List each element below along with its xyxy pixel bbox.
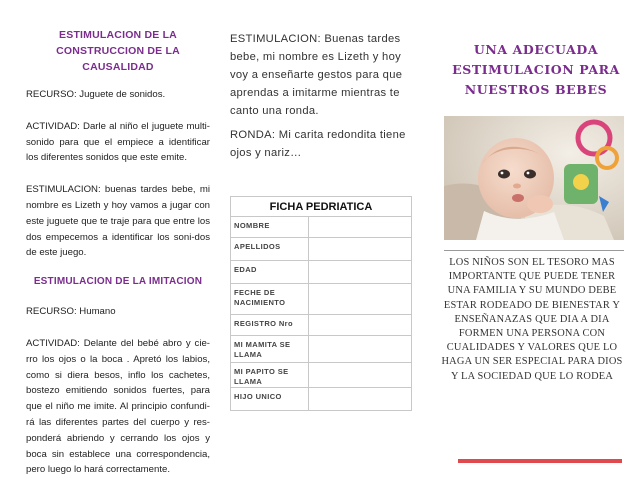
ficha-label: REGISTRO Nro: [231, 315, 309, 335]
ficha-value-field[interactable]: [309, 336, 411, 362]
ficha-label: MI MAMITA SE LLAMA: [231, 336, 309, 362]
ficha-value-field[interactable]: [309, 315, 411, 335]
ficha-pediatrica-table: [230, 196, 412, 411]
accent-red-bar: [458, 459, 622, 463]
baby-photo: [444, 116, 624, 240]
ficha-label: FECHE DE NACIMIENTO: [231, 284, 309, 314]
cover-body-line: CUALIDADES Y VALORES QUE LO: [446, 342, 618, 354]
ficha-value-field[interactable]: [309, 261, 411, 283]
cover-title: [448, 40, 624, 100]
ficha-value-field[interactable]: [309, 217, 411, 237]
ficha-row: [231, 388, 411, 410]
ficha-row: [231, 284, 411, 315]
estimulacion-intro: ESTIMULACION: Buenas tardes bebe, mi nombre es Lizeth y hoy voy a enseñarte gestos para que aprendas a imitarme mientras te canto una ronda.: [230, 33, 403, 117]
ficha-label: NOMBRE: [231, 217, 309, 237]
cover-title-line: NUESTROS BEBES: [464, 82, 608, 97]
cover-body-line: UNA FAMILIA Y SU MUNDO DEBE: [447, 285, 617, 297]
ficha-value-field[interactable]: [309, 363, 411, 387]
cover-body-line: LOS NIÑOS SON EL TESORO MAS: [449, 257, 615, 268]
cover-body-text: [438, 256, 626, 384]
actividad-2: ACTIVIDAD: Delante del bebé abro y cie-rro los ojos o la boca . Apretó los labios, como si diera besos, inflo los cachetes, bostezo emitiendo sonidos fuertes, para que el niño me imite. Al principio confundi-rá las diferentes partes del cuerpo y res-ponderá abriendo y cerrando los ojos y boca sin establece una correspondencia, pero luego lo hará correctamente.: [26, 337, 210, 476]
recurso-1: RECURSO: Juguete de sonidos.: [26, 89, 166, 100]
cover-body-line: FORMEN UNA PERSONA CON: [458, 328, 606, 340]
ficha-row: [231, 363, 411, 388]
heading-imitacion: ESTIMULACION DE LA IMITACION: [33, 276, 203, 288]
cover-body-line: IMPORTANTE QUE PUEDE TENER: [448, 271, 616, 283]
divider-line: [444, 250, 624, 251]
ronda-text: RONDA: Mi carita redondita tiene ojos y nariz…: [230, 129, 406, 159]
ficha-row: [231, 261, 411, 284]
ficha-value-field[interactable]: [309, 238, 411, 260]
cover-title-line: ESTIMULACION PARA: [452, 62, 620, 77]
ficha-title: FICHA PEDRIATICA: [231, 197, 411, 217]
cover-body-line: ENSEÑANAZAS QUE DIA A DIA: [454, 313, 610, 325]
heading-line: CAUSALIDAD: [82, 61, 154, 73]
ficha-label: EDAD: [231, 261, 309, 283]
ficha-row: [231, 238, 411, 261]
baby-illustration: [444, 116, 624, 240]
ficha-row: [231, 217, 411, 238]
ficha-label: APELLIDOS: [231, 238, 309, 260]
estimulacion-1: ESTIMULACION: buenas tardes bebe, mi nombre es Lizeth y hoy vamos a jugar con este juguete que te traje para que entre los dos empecemos a identificar los soni-dos de este juego.: [26, 184, 210, 259]
cover-body-line: ESTAR RODEADO DE BIENESTAR Y: [443, 299, 621, 311]
ficha-label: HIJO UNICO: [231, 388, 309, 410]
cover-body-line: HAGA UN SER ESPECIAL PARA DIOS: [441, 356, 623, 368]
heading-line: ESTIMULACION DE LA: [59, 29, 177, 41]
middle-panel: [230, 0, 418, 401]
cover-body-line: Y LA SOCIEDAD QUE LO RODEA: [450, 370, 614, 382]
heading-line: CONSTRUCCION DE LA: [56, 45, 180, 57]
cover-title-line: UNA ADECUADA: [473, 42, 599, 57]
recurso-2: RECURSO: Humano: [26, 306, 116, 318]
actividad-1: ACTIVIDAD: Darle al niño el juguete multi-sonido para que el empiece a identificar los diferentes sonidos que este emite.: [26, 120, 210, 164]
left-panel: [26, 0, 210, 478]
ficha-row: [231, 315, 411, 336]
ficha-value-field[interactable]: [309, 388, 411, 410]
ficha-row: [231, 336, 411, 363]
heading-causalidad: [26, 27, 210, 75]
ficha-label: MI PAPITO SE LLAMA: [231, 363, 309, 387]
ficha-value-field[interactable]: [309, 284, 411, 314]
